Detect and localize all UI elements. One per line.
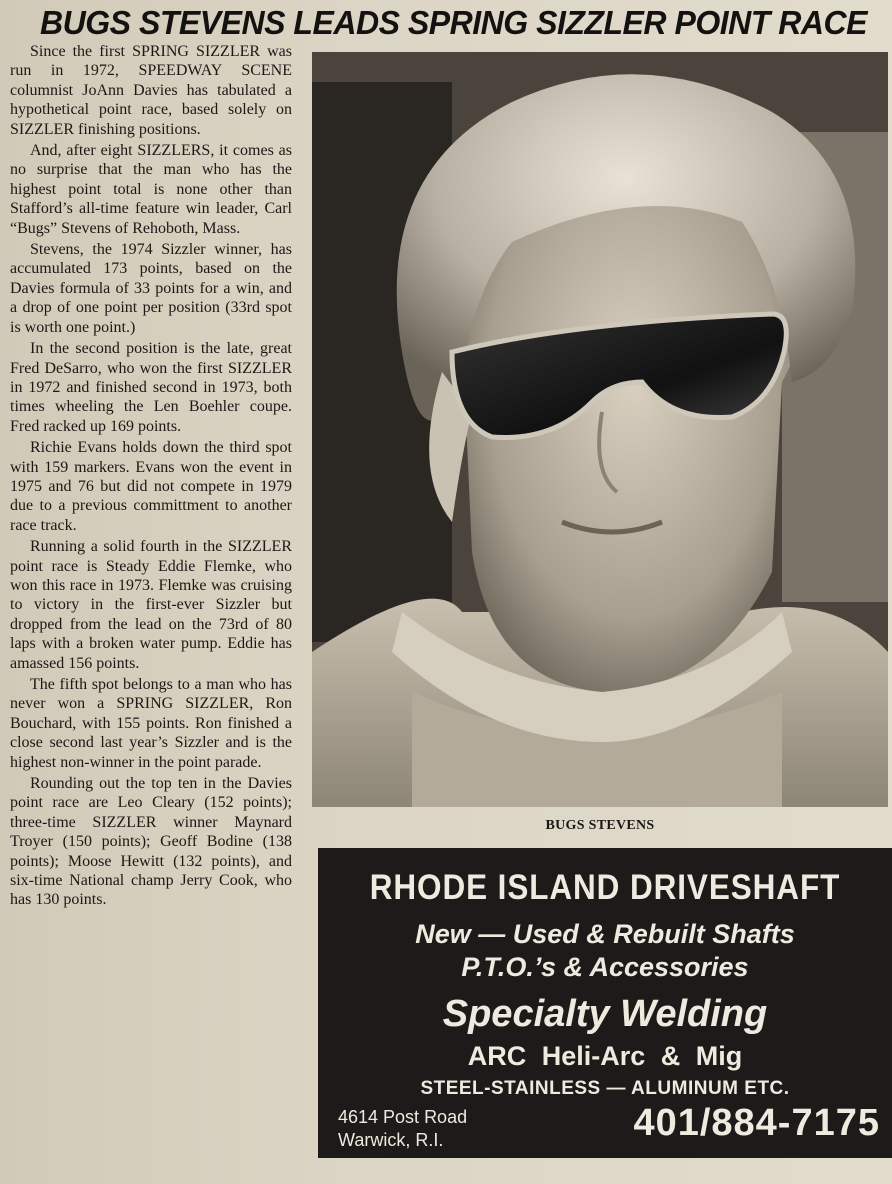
headline: BUGS STEVENS LEADS SPRING SIZZLER POINT RACE — [40, 4, 868, 41]
ad-address-city: Warwick, R.I. — [338, 1130, 444, 1150]
article-paragraph: Since the first SPRING SIZZLER was run in 1972, SPEEDWAY SCENE columnist JoAnn Davies has tabulated a hypothetical point race, based solely on SIZZLER finishing positions. — [10, 43, 292, 138]
ad-address-street: 4614 Post Road — [338, 1107, 468, 1127]
article-paragraph: Richie Evans holds down the third spot with 159 markers. Evans won the event in 1975 and 76 but did not compete in 1979 due to a previous committment to another race track. — [10, 439, 292, 534]
article-paragraph: Rounding out the top ten in the Davies point race are Leo Cleary (152 points); three-time SIZZLER winner Maynard Troyer (150 points); Geoff Bodine (138 points); Moose Hewitt (132 points), and six-time National champ Jerry Cook, who has 130 points. — [10, 775, 292, 909]
article-paragraph: Running a solid fourth in the SIZZLER point race is Steady Eddie Flemke, who won this race in 1973. Flemke was cruising to victory in the first-ever Sizzler but dropped from the lead on the 73rd of 80 laps with a broken water pump. Eddie has amassed 156 points. — [10, 538, 292, 672]
article-paragraph: In the second position is the late, great Fred DeSarro, who won the first SIZZLER in 1972 and finished second in 1973, both times wheeling the Len Boehler coupe. Fred racked up 169 points. — [10, 340, 292, 435]
ad-line-welding: Specialty Welding — [442, 993, 768, 1035]
ad-line-materials: STEEL-STAINLESS — ALUMINUM ETC. — [420, 1078, 790, 1099]
article-paragraph: Stevens, the 1974 Sizzler winner, has accumulated 173 points, based on the Davies formula of 33 points for a win, and a drop of one point per position (33rd spot is worth one point.) — [10, 241, 292, 336]
ad-line-welding-types: ARC Heli-Arc & Mig — [467, 1041, 743, 1071]
ad-line-accessories: P.T.O.’s & Accessories — [461, 952, 749, 982]
ad-company-name: RHODE ISLAND DRIVESHAFT — [369, 868, 841, 907]
photo-caption: BUGS STEVENS — [545, 818, 655, 833]
article-paragraph: The fifth spot belongs to a man who has never won a SPRING SIZZLER, Ron Bouchard, with 155 points. Ron finished a close second last year’s Sizzler and is the highest non-winner in the point parade. — [10, 676, 292, 771]
advertisement — [318, 848, 892, 1158]
driver-portrait-photo — [312, 52, 888, 807]
article-paragraph: And, after eight SIZZLERS, it comes as no surprise that the man who has the highest point total is none other than Stafford’s all-time feature win leader, Carl “Bugs” Stevens of Rehoboth, Mass. — [10, 142, 292, 237]
ad-phone: 401/884-7175 — [633, 1102, 880, 1144]
ad-line-shafts: New — Used & Rebuilt Shafts — [415, 919, 795, 949]
portrait-illustration — [312, 52, 888, 807]
article-column — [10, 42, 292, 1177]
ad-address — [338, 1106, 467, 1152]
